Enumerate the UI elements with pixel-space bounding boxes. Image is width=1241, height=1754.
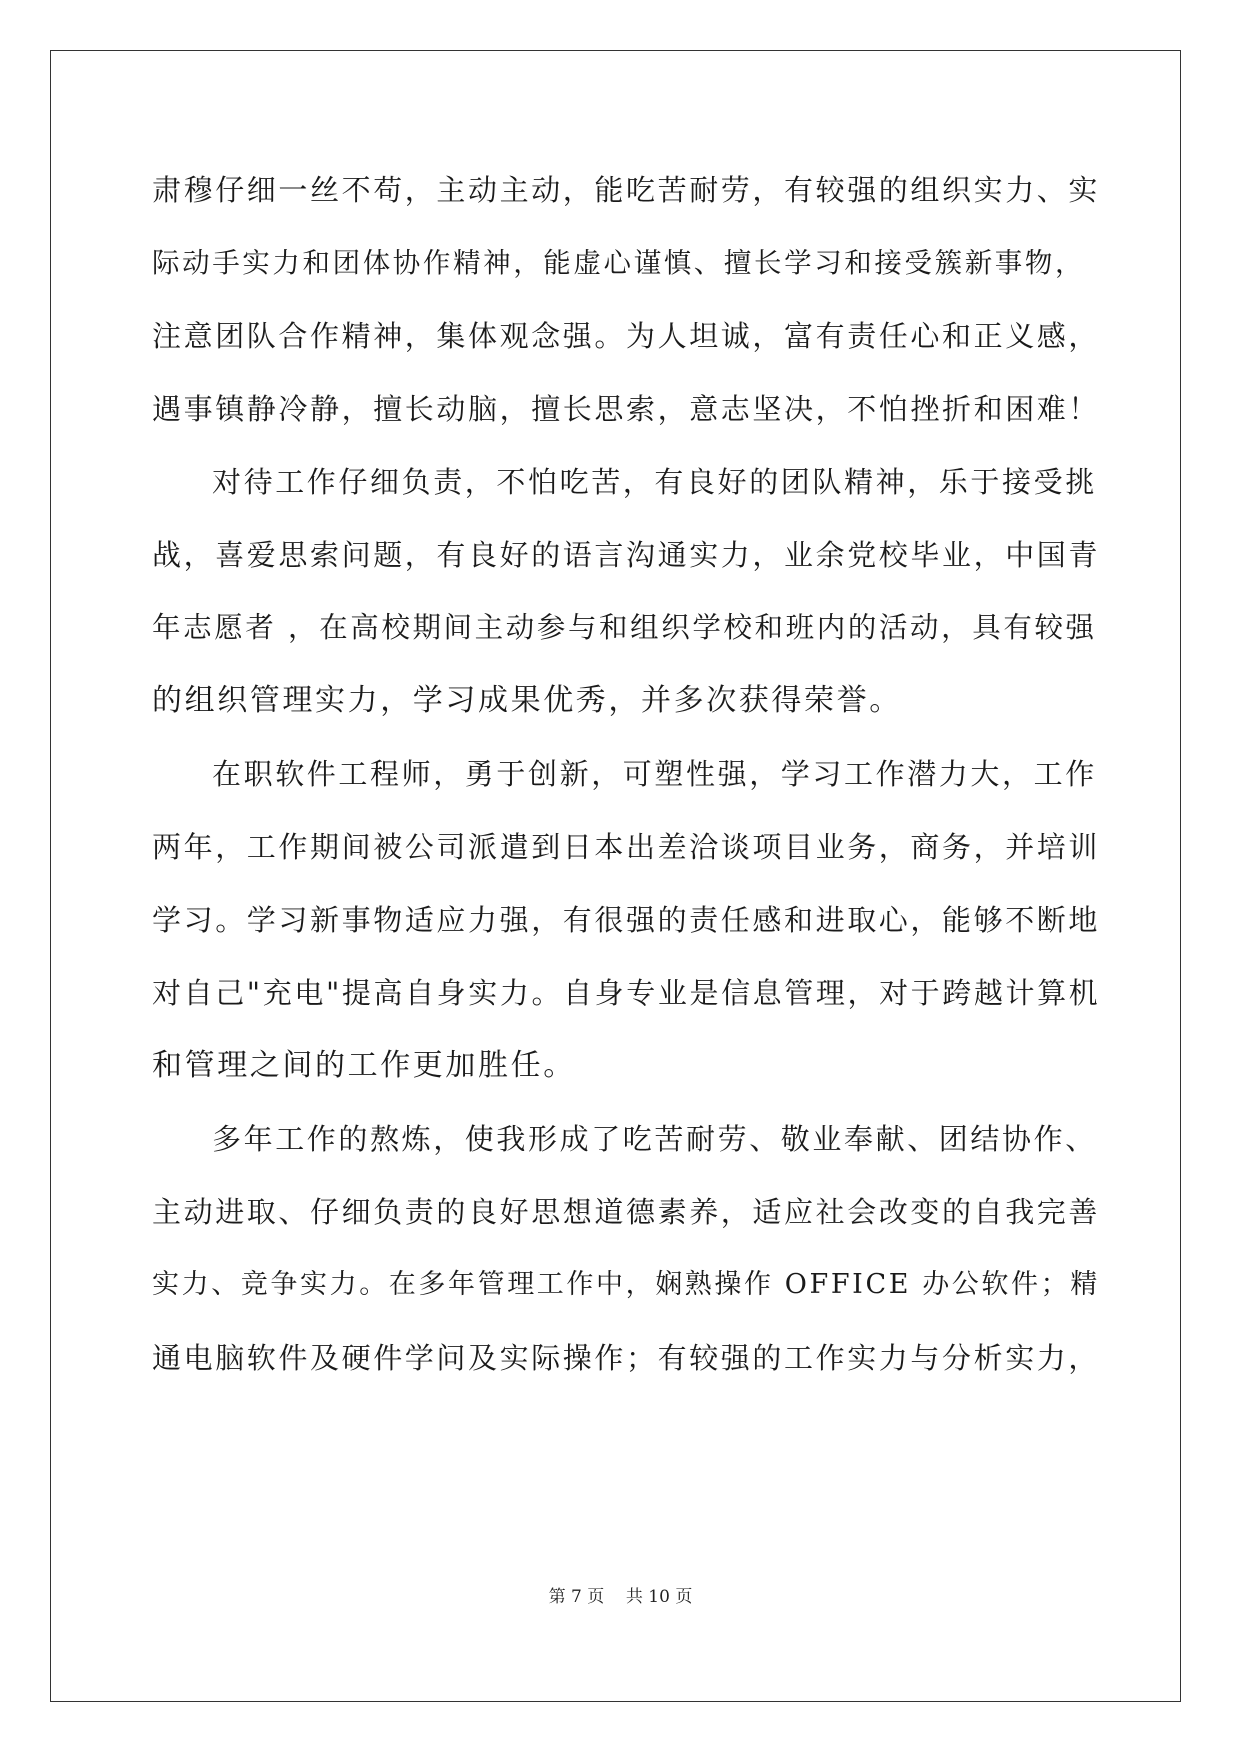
paragraph-4-line-3: 实力、竞争实力。在多年管理工作中，娴熟操作 OFFICE 办公软件；精: [152, 1269, 1100, 1300]
paragraph-1-line-1: 肃穆仔细一丝不苟，主动主动，能吃苦耐劳，有较强的组织实力、实: [152, 173, 1101, 207]
paragraph-3-line-2: 两年，工作期间被公司派遣到日本出差洽谈项目业务，商务，并培训: [152, 830, 1101, 864]
paragraph-2-line-1: 对待工作仔细负责，不怕吃苦，有良好的团队精神，乐于接受挑: [212, 465, 1097, 499]
paragraph-1-line-3: 注意团队合作精神，集体观念强。为人坦诚，富有责任心和正义感，: [152, 319, 1101, 353]
paragraph-4-line-4: 通电脑软件及硬件学问及实际操作；有较强的工作实力与分析实力，: [152, 1341, 1101, 1375]
paragraph-3-line-3: 学习。学习新事物适应力强，有很强的责任感和进取心，能够不断地: [152, 903, 1101, 937]
paragraph-4-line-2: 主动进取、仔细负责的良好思想道德素养，适应社会改变的自我完善: [152, 1195, 1101, 1229]
paragraph-2-line-3: 年志愿者 ，在高校期间主动参与和组织学校和班内的活动，具有较强: [152, 611, 1097, 644]
page-number-footer: 第 7 页 共 10 页: [548, 1587, 693, 1607]
paragraph-3-line-5: 和管理之间的工作更加胜任。: [152, 1048, 576, 1083]
paragraph-2-line-4: 的组织管理实力，学习成果优秀，并多次获得荣誉。: [152, 683, 902, 718]
paragraph-1-line-2: 际动手实力和团体协作精神，能虚心谨慎、擅长学习和接受簇新事物，: [152, 247, 1086, 279]
paragraph-3-line-4: 对自己"充电"提高自身实力。自身专业是信息管理，对于跨越计算机: [152, 976, 1101, 1010]
paragraph-2-line-2: 战，喜爱思索问题，有良好的语言沟通实力，业余党校毕业，中国青: [152, 538, 1101, 572]
paragraph-1-line-4: 遇事镇静冷静，擅长动脑，擅长思索，意志坚决，不怕挫折和困难！: [152, 392, 1101, 426]
paragraph-4-line-1: 多年工作的熬炼，使我形成了吃苦耐劳、敬业奉献、团结协作、: [212, 1122, 1097, 1156]
paragraph-3-line-1: 在职软件工程师，勇于创新，可塑性强，学习工作潜力大，工作: [212, 757, 1097, 791]
